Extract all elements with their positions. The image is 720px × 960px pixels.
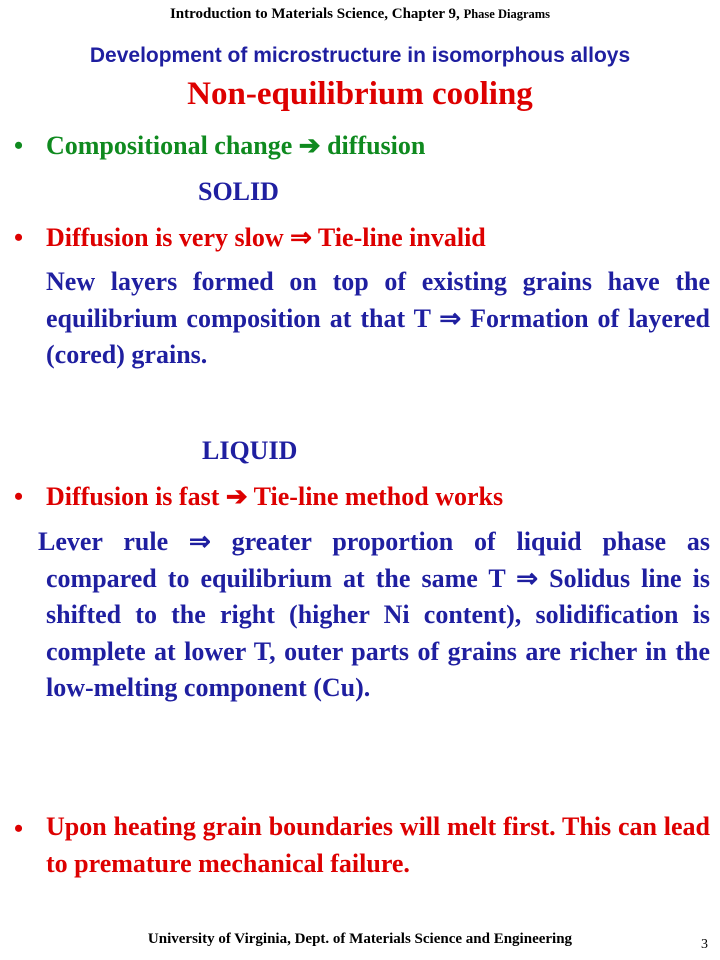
slide-title: Non-equilibrium cooling <box>187 76 533 112</box>
solid-paragraph-text: New layers formed on top of existing grains have the equilibrium composition at that T ⇒ Formation of layered (cored) grains. <box>46 267 710 369</box>
heating-item: Upon heating grain boundaries will melt first. This can lead to premature mechanical failure. <box>46 812 710 878</box>
diffusion-fast-item <box>46 482 503 512</box>
liquid-paragraph: Lever rule ⇒ greater proportion of liquid phase as compared to equilibrium at the same T ⇒ Solidus line is shifted to the right (higher Ni content), solidification is complete at lower T, outer parts of grains are richer in the low-melting component (Cu). <box>38 527 710 702</box>
diffusion-slow-item <box>46 223 486 253</box>
compositional-change-item: Compositional change ➔ diffusion <box>46 131 426 160</box>
liquid-heading: LIQUID <box>202 436 298 465</box>
bullet-marker: • <box>14 814 24 843</box>
slide-subtitle: Development of microstructure in isomorphous alloys <box>89 44 631 67</box>
slide-header <box>0 6 720 23</box>
slide-footer: University of Virginia, Dept. of Materials Science and Engineering <box>147 931 573 947</box>
diffusion-slow-text: Diffusion is very slow ⇒ Tie-line invalid <box>46 223 486 252</box>
diffusion-fast-text: Diffusion is fast ➔ Tie-line method works <box>46 482 504 511</box>
bullet-marker: • <box>14 131 24 160</box>
bullet-marker: • <box>14 223 24 252</box>
page-number: 3 <box>701 937 708 952</box>
header-chapter-topic: Phase Diagrams <box>463 7 551 21</box>
solid-heading: SOLID <box>198 177 279 206</box>
solid-paragraph <box>46 264 710 374</box>
header-text: Introduction to Materials Science, Chapter 9, <box>169 6 460 22</box>
bullet-marker: • <box>14 482 24 511</box>
